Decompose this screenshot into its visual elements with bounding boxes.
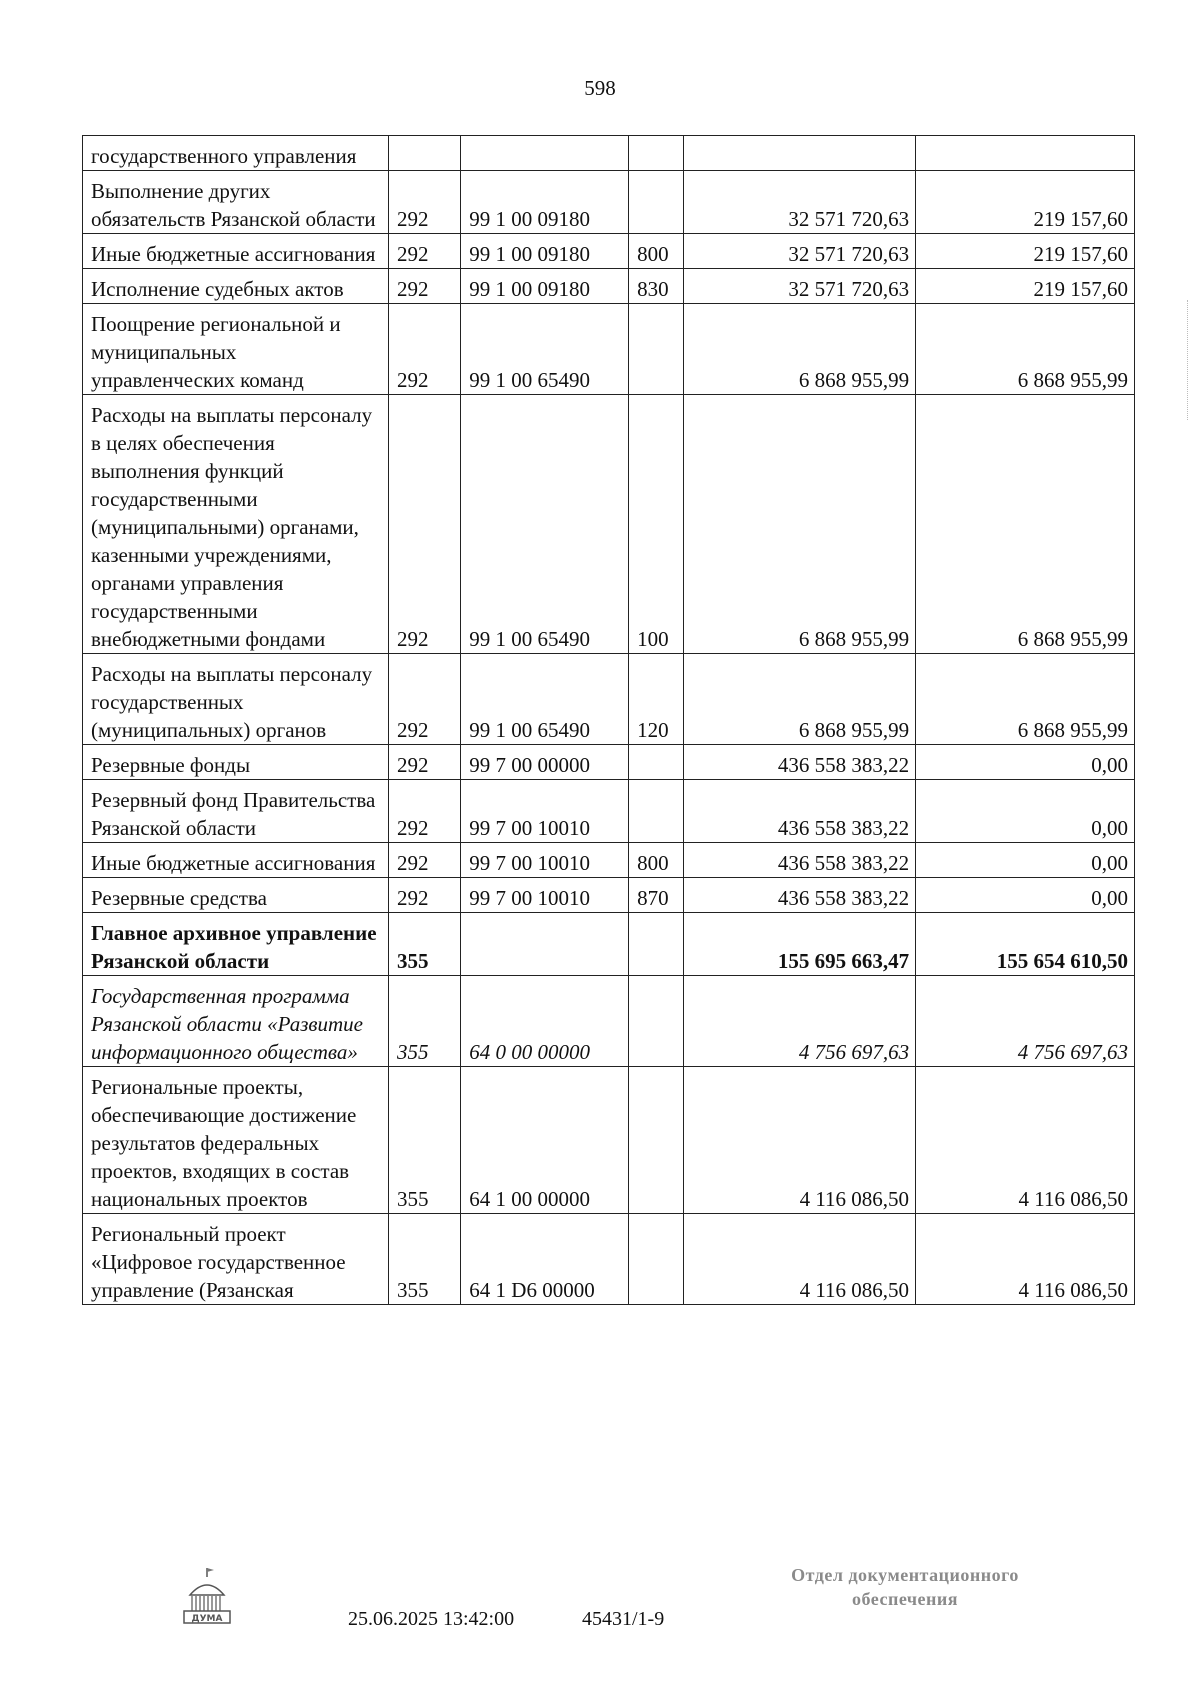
row-admin-code: 292 (389, 171, 461, 234)
row-admin-code: 292 (389, 654, 461, 745)
row-admin-code: 355 (389, 1214, 461, 1305)
stamp-line-2: обеспечения (852, 1589, 958, 1609)
row-sum-2: 6 868 955,99 (916, 395, 1135, 654)
row-sum-1: 155 695 663,47 (684, 913, 916, 976)
table-row (83, 843, 1135, 878)
row-target-code: 99 1 00 65490 (461, 304, 629, 395)
row-expense-type (629, 745, 684, 780)
table-row (83, 171, 1135, 234)
table-row (83, 1067, 1135, 1214)
row-target-code: 99 1 00 09180 (461, 269, 629, 304)
row-target-code (461, 913, 629, 976)
row-target-code: 64 1 D6 00000 (461, 1214, 629, 1305)
table-row (83, 136, 1135, 171)
table-row (83, 234, 1135, 269)
row-target-code: 99 1 00 65490 (461, 395, 629, 654)
row-name: Резервные средства (83, 878, 389, 913)
row-sum-2: 155 654 610,50 (916, 913, 1135, 976)
row-sum-2 (916, 136, 1135, 171)
footer-doc-number: 45431/1-9 (582, 1608, 665, 1630)
stamp-line-1: Отдел документационного (791, 1565, 1019, 1585)
row-name: Резервный фонд Правительства Рязанской области (83, 780, 389, 843)
row-name: Поощрение региональной и муниципальных управленческих команд (83, 304, 389, 395)
row-name: Выполнение других обязательств Рязанской области (83, 171, 389, 234)
row-target-code: 99 7 00 10010 (461, 878, 629, 913)
row-expense-type: 100 (629, 395, 684, 654)
row-expense-type: 830 (629, 269, 684, 304)
row-name: государственного управления (83, 136, 389, 171)
row-admin-code: 292 (389, 269, 461, 304)
duma-building-logo-icon (176, 1565, 238, 1627)
row-target-code: 99 1 00 09180 (461, 234, 629, 269)
row-name: Региональный проект «Цифровое государственное управление (Рязанская (83, 1214, 389, 1305)
table-row (83, 878, 1135, 913)
row-admin-code: 292 (389, 304, 461, 395)
row-target-code: 99 1 00 65490 (461, 654, 629, 745)
row-sum-1: 6 868 955,99 (684, 395, 916, 654)
row-sum-1: 32 571 720,63 (684, 234, 916, 269)
row-target-code: 99 7 00 10010 (461, 843, 629, 878)
row-sum-1: 436 558 383,22 (684, 843, 916, 878)
row-sum-2: 0,00 (916, 745, 1135, 780)
row-sum-2: 0,00 (916, 878, 1135, 913)
row-sum-1: 4 116 086,50 (684, 1067, 916, 1214)
row-admin-code: 355 (389, 913, 461, 976)
row-target-code: 64 0 00 00000 (461, 976, 629, 1067)
row-sum-2: 219 157,60 (916, 234, 1135, 269)
row-expense-type: 120 (629, 654, 684, 745)
budget-table-body (83, 136, 1135, 1305)
row-sum-2: 219 157,60 (916, 269, 1135, 304)
row-target-code: 99 7 00 00000 (461, 745, 629, 780)
row-name: Расходы на выплаты персоналу государственных (муниципальных) органов (83, 654, 389, 745)
row-target-code: 99 1 00 09180 (461, 171, 629, 234)
row-sum-2: 4 116 086,50 (916, 1214, 1135, 1305)
row-sum-2: 4 116 086,50 (916, 1067, 1135, 1214)
row-sum-1: 6 868 955,99 (684, 654, 916, 745)
table-row (83, 269, 1135, 304)
row-sum-1: 6 868 955,99 (684, 304, 916, 395)
row-expense-type (629, 780, 684, 843)
budget-table (82, 135, 1135, 1305)
row-sum-1: 436 558 383,22 (684, 780, 916, 843)
row-sum-2: 0,00 (916, 843, 1135, 878)
table-row (83, 745, 1135, 780)
row-admin-code: 292 (389, 395, 461, 654)
table-row (83, 304, 1135, 395)
row-expense-type: 800 (629, 843, 684, 878)
row-name: Резервные фонды (83, 745, 389, 780)
row-target-code: 99 7 00 10010 (461, 780, 629, 843)
footer-date: 25.06.2025 13:42:00 (348, 1608, 515, 1630)
row-admin-code: 355 (389, 976, 461, 1067)
row-sum-1: 32 571 720,63 (684, 269, 916, 304)
row-admin-code: 292 (389, 878, 461, 913)
row-sum-2: 6 868 955,99 (916, 304, 1135, 395)
table-row (83, 395, 1135, 654)
row-expense-type (629, 136, 684, 171)
row-expense-type (629, 976, 684, 1067)
department-stamp (755, 1563, 1055, 1611)
row-admin-code: 292 (389, 780, 461, 843)
row-name: Региональные проекты, обеспечивающие достижение результатов федеральных проектов, входящих в состав национальных проектов (83, 1067, 389, 1214)
row-admin-code: 292 (389, 745, 461, 780)
row-expense-type (629, 1067, 684, 1214)
row-admin-code: 355 (389, 1067, 461, 1214)
logo-text: ДУМА (191, 1614, 223, 1624)
row-sum-1: 32 571 720,63 (684, 171, 916, 234)
row-sum-2: 219 157,60 (916, 171, 1135, 234)
table-row (83, 654, 1135, 745)
row-name: Государственная программа Рязанской области «Развитие информационного общества» (83, 976, 389, 1067)
row-admin-code (389, 136, 461, 171)
row-name: Иные бюджетные ассигнования (83, 843, 389, 878)
row-name: Иные бюджетные ассигнования (83, 234, 389, 269)
row-target-code (461, 136, 629, 171)
table-row (83, 913, 1135, 976)
table-row (83, 976, 1135, 1067)
row-sum-1 (684, 136, 916, 171)
table-row (83, 1214, 1135, 1305)
row-admin-code: 292 (389, 234, 461, 269)
row-sum-1: 436 558 383,22 (684, 745, 916, 780)
table-row (83, 780, 1135, 843)
row-sum-2: 4 756 697,63 (916, 976, 1135, 1067)
row-expense-type (629, 1214, 684, 1305)
row-name: Расходы на выплаты персоналу в целях обеспечения выполнения функций государственными (муниципальными) органами, казенными учреждениями, органами управления государственными внебюджетными фондами (83, 395, 389, 654)
row-expense-type (629, 913, 684, 976)
row-expense-type (629, 171, 684, 234)
row-name: Исполнение судебных актов (83, 269, 389, 304)
margin-mark (1185, 300, 1188, 420)
row-sum-1: 436 558 383,22 (684, 878, 916, 913)
row-name: Главное архивное управление Рязанской области (83, 913, 389, 976)
row-sum-2: 0,00 (916, 780, 1135, 843)
row-expense-type: 870 (629, 878, 684, 913)
row-admin-code: 292 (389, 843, 461, 878)
page-number: 598 (584, 76, 616, 100)
row-expense-type: 800 (629, 234, 684, 269)
row-sum-1: 4 116 086,50 (684, 1214, 916, 1305)
row-sum-2: 6 868 955,99 (916, 654, 1135, 745)
row-target-code: 64 1 00 00000 (461, 1067, 629, 1214)
row-expense-type (629, 304, 684, 395)
row-sum-1: 4 756 697,63 (684, 976, 916, 1067)
